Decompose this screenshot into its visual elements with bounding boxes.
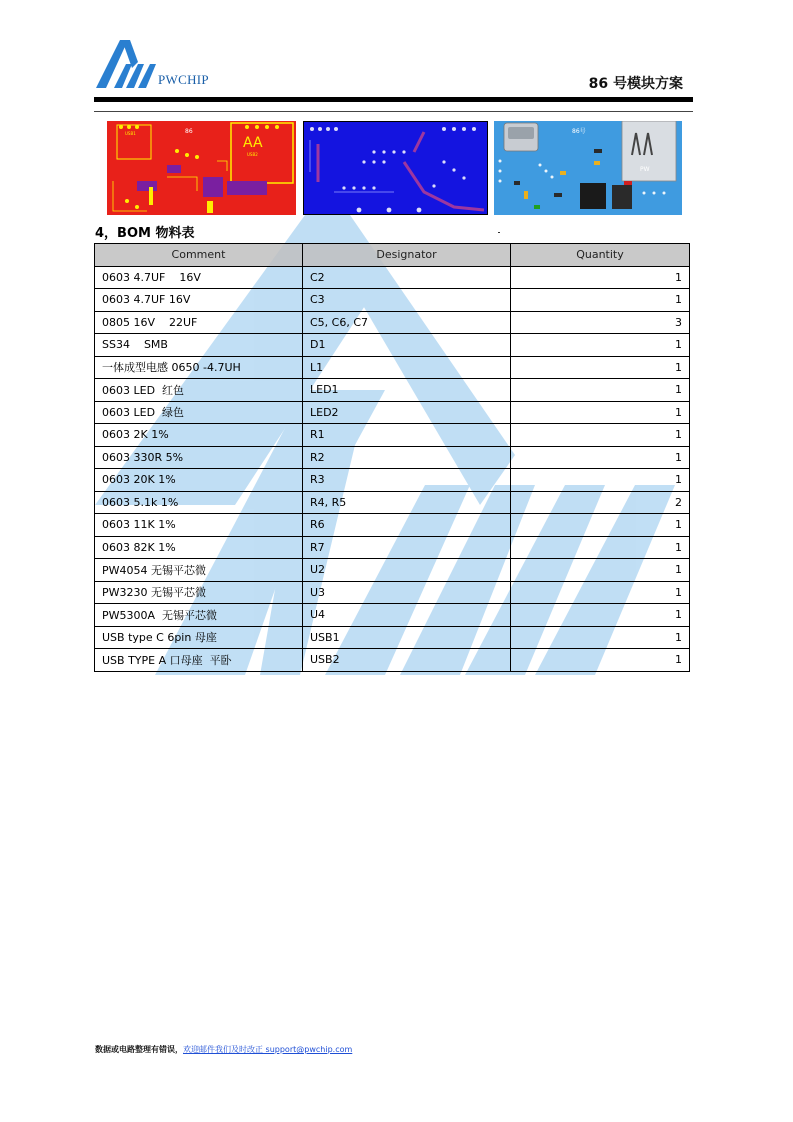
page-title: 86 号模块方案 <box>588 76 683 92</box>
section-title: 4，BOM 物料表 <box>95 226 195 241</box>
table-row <box>95 401 690 424</box>
cell-quantity: 1 <box>511 559 690 582</box>
pcb-3d-render-image <box>494 121 682 215</box>
cell-quantity: 1 <box>511 581 690 604</box>
cell-designator: U4 <box>303 604 511 627</box>
cell-designator: U2 <box>303 559 511 582</box>
cell-designator: LED2 <box>303 401 511 424</box>
cell-quantity: 1 <box>511 469 690 492</box>
cell-comment: PW3230 无锡平芯微 <box>95 581 303 604</box>
header-quantity: Quantity <box>511 244 690 267</box>
cell-comment: 0603 4.7UF 16V <box>95 289 303 312</box>
footer-text: 数据或电路整理有错误， <box>95 1045 183 1054</box>
stray-mark <box>498 232 500 233</box>
header-rule-thin <box>94 111 693 112</box>
header-rule-thick <box>94 97 693 102</box>
cell-comment: 0603 LED 绿色 <box>95 401 303 424</box>
cell-quantity: 1 <box>511 289 690 312</box>
cell-comment: USB TYPE A 口母座 平卧 <box>95 649 303 672</box>
table-row <box>95 356 690 379</box>
table-row <box>95 311 690 334</box>
cell-designator: C3 <box>303 289 511 312</box>
cell-quantity: 1 <box>511 266 690 289</box>
footer-email-link[interactable]: 欢迎邮件我们及时改正 support@pwchip.com <box>183 1045 353 1054</box>
table-row <box>95 334 690 357</box>
cell-quantity: 1 <box>511 446 690 469</box>
table-row <box>95 649 690 672</box>
cell-designator: D1 <box>303 334 511 357</box>
table-row <box>95 289 690 312</box>
cell-designator: USB2 <box>303 649 511 672</box>
cell-designator: R6 <box>303 514 511 537</box>
pwchip-logo <box>96 38 236 90</box>
cell-quantity: 1 <box>511 514 690 537</box>
table-row <box>95 581 690 604</box>
cell-comment: 0603 330R 5% <box>95 446 303 469</box>
cell-quantity: 2 <box>511 491 690 514</box>
header-designator: Designator <box>303 244 511 267</box>
pcb-red-label-aa: AA <box>243 135 263 151</box>
cell-designator: LED1 <box>303 379 511 402</box>
cell-designator: USB1 <box>303 626 511 649</box>
cell-quantity: 1 <box>511 424 690 447</box>
cell-comment: 0603 2K 1% <box>95 424 303 447</box>
cell-comment: 0603 82K 1% <box>95 536 303 559</box>
cell-designator: R4, R5 <box>303 491 511 514</box>
footer-note <box>95 1044 352 1055</box>
cell-designator: C2 <box>303 266 511 289</box>
cell-quantity: 1 <box>511 649 690 672</box>
cell-quantity: 1 <box>511 536 690 559</box>
cell-quantity: 1 <box>511 626 690 649</box>
pcb-bottom-layer-image <box>303 121 488 215</box>
pcb-sky-label-pw: PW <box>640 166 650 173</box>
table-row <box>95 469 690 492</box>
cell-designator: C5, C6, C7 <box>303 311 511 334</box>
cell-comment: 0603 20K 1% <box>95 469 303 492</box>
pcb-red-label-usb1: USB1 <box>125 131 136 136</box>
cell-comment: 0603 4.7UF 16V <box>95 266 303 289</box>
pcb-top-layer-image <box>107 121 296 215</box>
logo-mark-icon <box>96 38 158 90</box>
table-row <box>95 446 690 469</box>
cell-comment: 0805 16V 22UF <box>95 311 303 334</box>
cell-designator: R1 <box>303 424 511 447</box>
table-row <box>95 424 690 447</box>
cell-comment: PW4054 无锡平芯微 <box>95 559 303 582</box>
table-header-row <box>95 244 690 267</box>
cell-quantity: 1 <box>511 356 690 379</box>
cell-designator: L1 <box>303 356 511 379</box>
cell-comment: PW5300A 无锡平芯微 <box>95 604 303 627</box>
bom-table <box>94 243 690 672</box>
cell-comment: USB type C 6pin 母座 <box>95 626 303 649</box>
table-row <box>95 514 690 537</box>
cell-designator: R3 <box>303 469 511 492</box>
cell-designator: U3 <box>303 581 511 604</box>
header-comment: Comment <box>95 244 303 267</box>
cell-comment: 0603 11K 1% <box>95 514 303 537</box>
table-row <box>95 559 690 582</box>
table-row <box>95 491 690 514</box>
cell-designator: R7 <box>303 536 511 559</box>
cell-quantity: 3 <box>511 311 690 334</box>
logo-text: PWCHIP <box>158 72 209 87</box>
cell-designator: R2 <box>303 446 511 469</box>
pcb-red-label-86: 86 <box>185 128 193 135</box>
table-row <box>95 604 690 627</box>
pcb-sky-label-86: 86号 <box>572 128 586 135</box>
cell-quantity: 1 <box>511 604 690 627</box>
pcb-red-label-usb2: USB2 <box>247 152 258 157</box>
cell-comment: 一体成型电感 0650 -4.7UH <box>95 356 303 379</box>
table-row <box>95 536 690 559</box>
table-row <box>95 626 690 649</box>
table-row <box>95 379 690 402</box>
table-row <box>95 266 690 289</box>
cell-quantity: 1 <box>511 379 690 402</box>
cell-comment: 0603 5.1k 1% <box>95 491 303 514</box>
cell-comment: SS34 SMB <box>95 334 303 357</box>
cell-quantity: 1 <box>511 401 690 424</box>
cell-comment: 0603 LED 红色 <box>95 379 303 402</box>
cell-quantity: 1 <box>511 334 690 357</box>
